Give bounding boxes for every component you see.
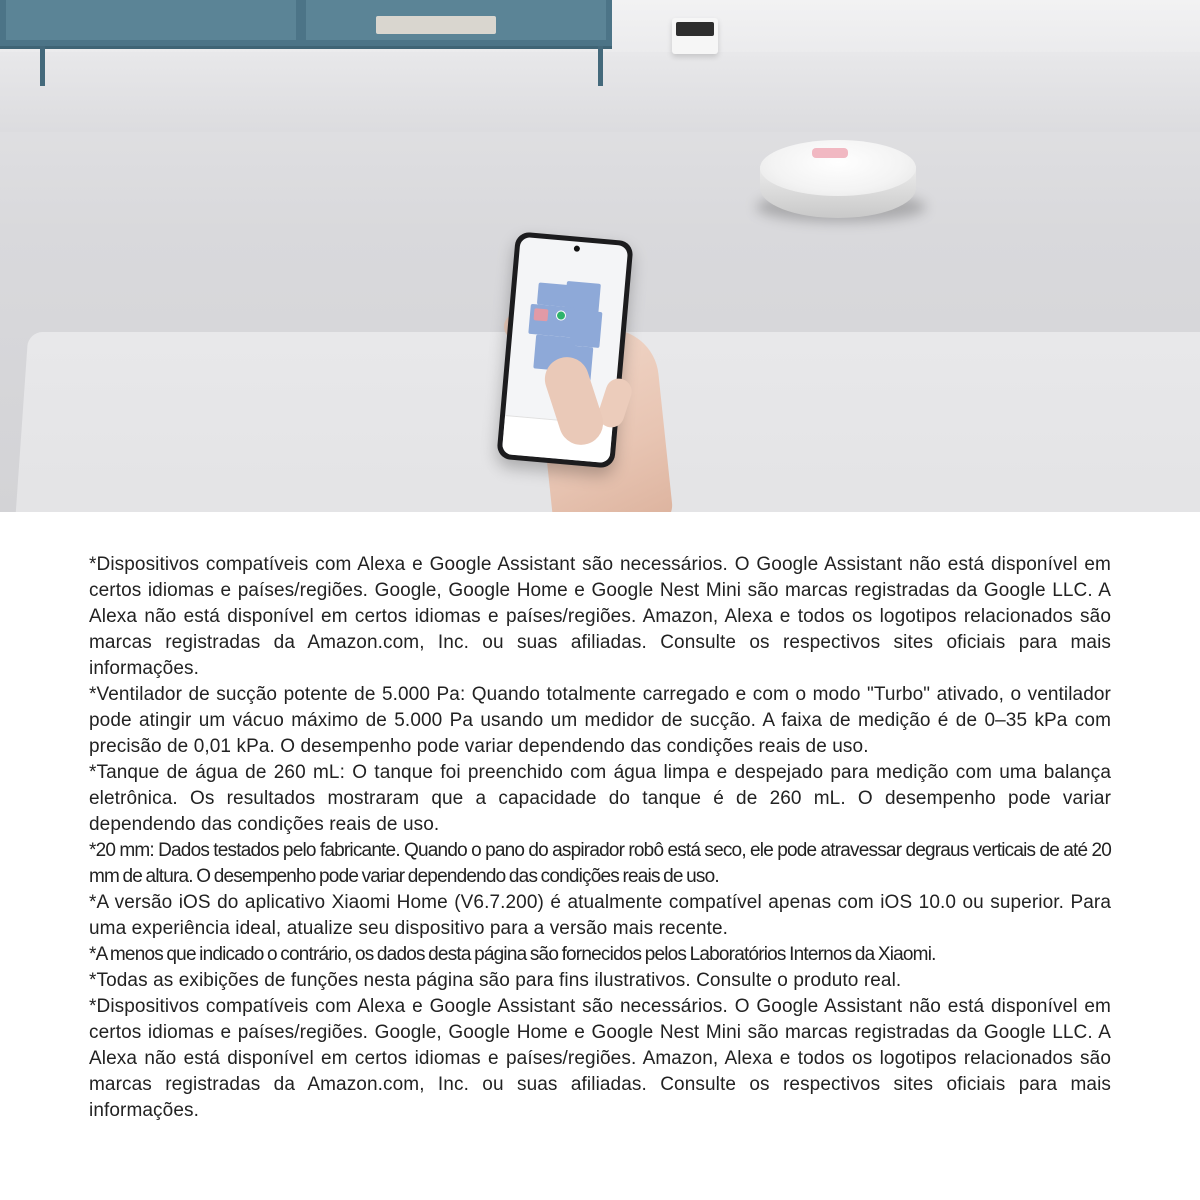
- hero-photo: [0, 0, 1200, 512]
- disclaimer-notes: [89, 552, 1111, 1124]
- camera-notch: [574, 245, 581, 252]
- note-climb-height: *20 mm: Dados testados pelo fabricante. Quando o pano do aspirador robô está seco, ele pode atravessar degraus verticais de até 20 mm de altura. O desempenho pode variar dependendo das condições reais de uso.: [89, 840, 1111, 887]
- map-room-selected: [533, 308, 548, 321]
- robot-lidar: [812, 148, 848, 158]
- map-room: [537, 282, 569, 307]
- cabinet-leg: [598, 46, 603, 86]
- note-data-source: *A menos que indicado o contrário, os dados desta página são fornecidos pelos Laboratórios Internos da Xiaomi.: [89, 944, 936, 965]
- robot-vacuum-image: [760, 140, 916, 220]
- shelf-object: [376, 16, 496, 34]
- tv-cabinet: [0, 0, 612, 49]
- cabinet-leg: [40, 46, 45, 86]
- cabinet-shelf: [6, 0, 296, 40]
- note-alexa-google-repeat: *Dispositivos compatíveis com Alexa e Google Assistant são necessários. O Google Assistant não está disponível em certos idiomas e países/regiões. Google, Google Home e Google Nest Mini são marcas registradas da Google LLC. A Alexa não está disponível em certos idiomas e países/regiões. Amazon, Alexa e todos os logotipos relacionados são marcas registradas da Amazon.com, Inc. ou suas afiliadas. Consulte os respectivos sites oficiais para mais informações.: [89, 996, 1111, 1121]
- smart-speaker-image: [672, 18, 718, 54]
- note-ios-app: *A versão iOS do aplicativo Xiaomi Home (V6.7.200) é atualmente compatível apenas com iOS 10.0 ou superior. Para uma experiência ideal, atualize seu dispositivo para a versão mais recente.: [89, 892, 1111, 939]
- note-suction: *Ventilador de sucção potente de 5.000 Pa: Quando totalmente carregado e com o modo "Turbo" ativado, o ventilador pode atingir um vácuo máximo de 5.000 Pa usando um medidor de sucção. A faixa de medição é de 0–35 kPa com precisão de 0,01 kPa. O desempenho pode variar dependendo das condições reais de uso.: [89, 684, 1111, 757]
- note-water-tank: *Tanque de água de 260 mL: O tanque foi preenchido com água limpa e despejado para medição com uma balança eletrônica. Os resultados mostraram que a capacidade do tanque é de 260 mL. O desempenho pode variar dependendo das condições reais de uso.: [89, 762, 1111, 835]
- note-alexa-google: *Dispositivos compatíveis com Alexa e Google Assistant são necessários. O Google Assistant não está disponível em certos idiomas e países/regiões. Google, Google Home e Google Nest Mini são marcas registradas da Google LLC. A Alexa não está disponível em certos idiomas e países/regiões. Amazon, Alexa e todos os logotipos relacionados são marcas registradas da Amazon.com, Inc. ou suas afiliadas. Consulte os respectivos sites oficiais para mais informações.: [89, 554, 1111, 679]
- note-illustrative: *Todas as exibições de funções nesta página são para fins ilustrativos. Consulte o produto real.: [89, 970, 902, 991]
